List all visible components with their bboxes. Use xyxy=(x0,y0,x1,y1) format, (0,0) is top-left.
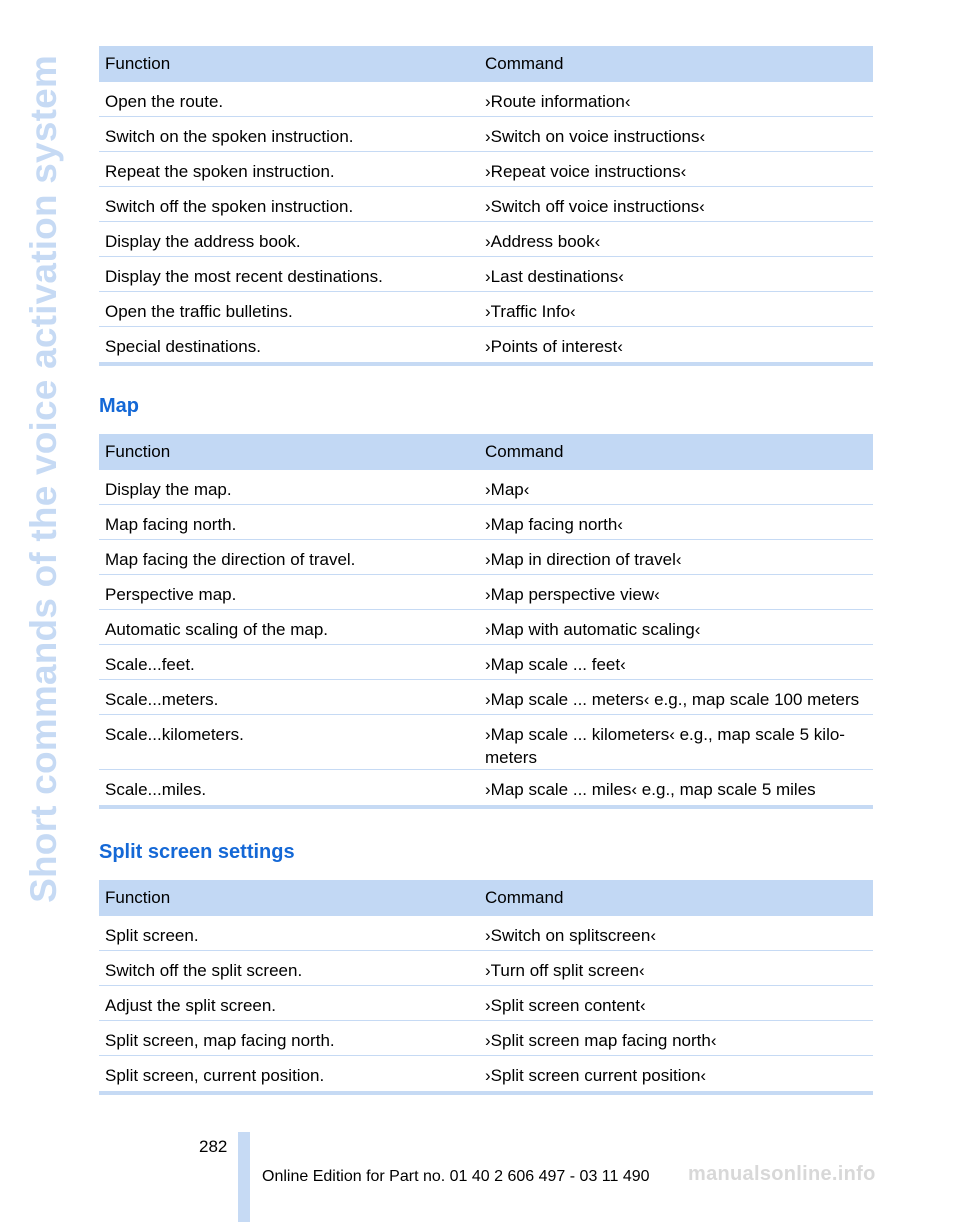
function-cell: Split screen, map facing north. xyxy=(105,1031,335,1050)
header-function: Function xyxy=(105,442,171,461)
table-row xyxy=(99,951,873,986)
table-row xyxy=(99,986,873,1021)
table-row xyxy=(99,1056,873,1091)
header-function: Function xyxy=(105,54,171,73)
table-header xyxy=(99,434,873,470)
table-row xyxy=(99,916,873,951)
command-cell: ›Switch on splitscreen‹ xyxy=(485,926,657,945)
function-cell: Display the most recent destinations. xyxy=(105,267,383,286)
function-cell: Split screen, current position. xyxy=(105,1066,325,1085)
section-heading-map: Map xyxy=(99,395,139,417)
command-cell: ›Map scale ... feet‹ xyxy=(485,655,626,674)
table-row xyxy=(99,257,873,292)
page-number: 282 xyxy=(199,1137,228,1156)
command-cell: ›Traffic Info‹ xyxy=(485,302,576,321)
header-command: Command xyxy=(485,888,564,907)
table-row xyxy=(99,610,873,645)
header-command: Command xyxy=(485,54,564,73)
table-row xyxy=(99,117,873,152)
function-cell: Automatic scaling of the map. xyxy=(105,620,329,639)
table-row xyxy=(99,292,873,327)
table-row xyxy=(99,540,873,575)
function-cell: Map facing the direction of travel. xyxy=(105,550,356,569)
footer-bar xyxy=(238,1132,250,1222)
table-row xyxy=(99,505,873,540)
table-row xyxy=(99,470,873,505)
function-cell: Scale...meters. xyxy=(105,690,219,709)
command-cell: ›Map scale ... kilometers‹ e.g., map scale 5 kilo‐ meters xyxy=(485,725,845,767)
table-row xyxy=(99,680,873,715)
function-cell: Scale...miles. xyxy=(105,780,207,799)
command-cell: ›Switch on voice instructions‹ xyxy=(485,127,706,146)
table-row xyxy=(99,82,873,117)
command-cell: ›Points of interest‹ xyxy=(485,337,623,356)
command-cell: ›Map with automatic scaling‹ xyxy=(485,620,701,639)
command-cell: ›Map scale ... meters‹ e.g., map scale 100 meters xyxy=(485,690,860,709)
function-cell: Switch off the split screen. xyxy=(105,961,303,980)
function-cell: Adjust the split screen. xyxy=(105,996,277,1015)
header-function: Function xyxy=(105,888,171,907)
table-row xyxy=(99,327,873,362)
section-heading-split-screen: Split screen settings xyxy=(99,841,295,863)
side-section-title: Short commands of the voice activation system xyxy=(23,55,64,903)
command-cell: ›Address book‹ xyxy=(485,232,601,251)
table-header xyxy=(99,880,873,916)
command-cell: ›Route information‹ xyxy=(485,92,631,111)
function-cell: Scale...feet. xyxy=(105,655,195,674)
command-cell: ›Repeat voice instructions‹ xyxy=(485,162,687,181)
function-cell: Special destinations. xyxy=(105,337,261,356)
table-row xyxy=(99,187,873,222)
table-row xyxy=(99,645,873,680)
function-cell: Map facing north. xyxy=(105,515,237,534)
command-cell: ›Split screen map facing north‹ xyxy=(485,1031,717,1050)
edition-note: Online Edition for Part no. 01 40 2 606 497 - 03 11 490 xyxy=(262,1168,650,1185)
command-cell: ›Split screen current position‹ xyxy=(485,1066,707,1085)
table-row xyxy=(99,575,873,610)
function-cell: Display the map. xyxy=(105,480,232,499)
command-cell: ›Map scale ... miles‹ e.g., map scale 5 miles xyxy=(485,780,816,799)
function-cell: Display the address book. xyxy=(105,232,301,251)
function-cell: Open the traffic bulletins. xyxy=(105,302,293,321)
table-row xyxy=(99,222,873,257)
table-row xyxy=(99,715,873,770)
function-cell: Scale...kilometers. xyxy=(105,725,244,744)
watermark: manualsonline.info xyxy=(688,1163,876,1185)
command-cell: ›Map perspective view‹ xyxy=(485,585,660,604)
function-cell: Switch on the spoken instruction. xyxy=(105,127,354,146)
command-cell: ›Map in direction of travel‹ xyxy=(485,550,682,569)
function-cell: Switch off the spoken instruction. xyxy=(105,197,354,216)
command-cell: ›Last destinations‹ xyxy=(485,267,624,286)
table-row xyxy=(99,1021,873,1056)
command-cell: ›Switch off voice instructions‹ xyxy=(485,197,705,216)
function-cell: Open the route. xyxy=(105,92,224,111)
table-header xyxy=(99,46,873,82)
command-cell: ›Turn off split screen‹ xyxy=(485,961,645,980)
table-row xyxy=(99,152,873,187)
command-cell: ›Split screen content‹ xyxy=(485,996,646,1015)
split-screen-commands-table xyxy=(99,880,873,1095)
command-cell: ›Map‹ xyxy=(485,480,530,499)
route-commands-table xyxy=(99,46,873,366)
header-command: Command xyxy=(485,442,564,461)
function-cell: Perspective map. xyxy=(105,585,237,604)
function-cell: Repeat the spoken instruction. xyxy=(105,162,335,181)
command-cell: ›Map facing north‹ xyxy=(485,515,623,534)
function-cell: Split screen. xyxy=(105,926,199,945)
map-commands-table xyxy=(99,434,873,809)
table-row xyxy=(99,770,873,805)
